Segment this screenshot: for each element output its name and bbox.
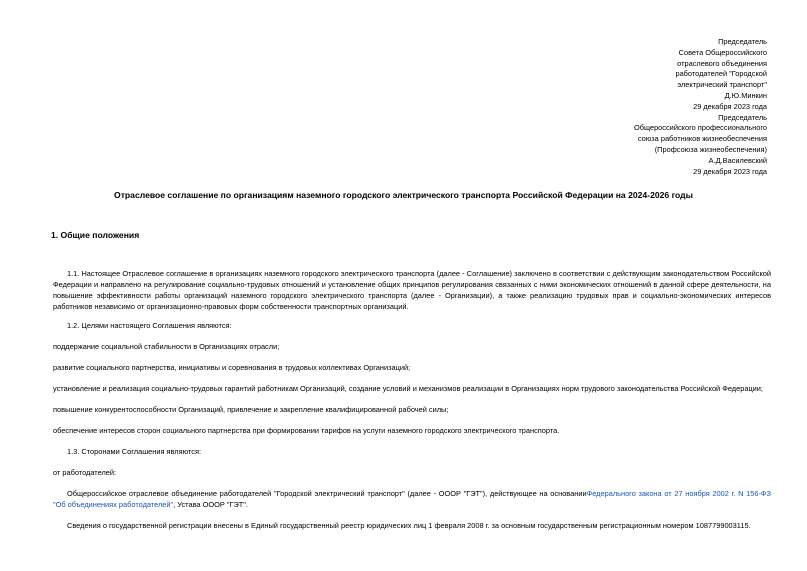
paragraph-text: Общероссийское отраслевое объединение работодателей "Городской электрический транспорт" (далее - ОООР "ГЭТ"), действующее на основании: [67, 489, 587, 498]
goal-item: обеспечение интересов сторон социального партнерства при формировании тарифов на услуги наземного городского электрического транспорта.: [53, 426, 560, 435]
federal-law-link[interactable]: Федерального закона от 27 ноября 2002 г. N 156-ФЗ "Об объединениях работодателей": [53, 489, 771, 509]
registration-paragraph: Сведения о государственной регистрации внесены в Единый государственный реестр юридических лиц 1 февраля 2008 г. за основным государственным регистрационным номером 1087799003115.: [67, 521, 751, 530]
paragraph-1-2: 1.2. Целями настоящего Соглашения являются:: [67, 321, 232, 330]
goal-item: поддержание социальной стабильности в Организациях отрасли;: [53, 342, 280, 351]
signature-date: 29 декабря 2023 года: [693, 166, 767, 176]
goal-item: установление и реализация социально-трудовых гарантий работникам Организаций, создание условий и механизмов реализации в Организациях норм трудового законодательства Российской Федерации;: [53, 384, 763, 393]
signature-line: Совета Общероссийского: [678, 47, 767, 57]
signature-name: Д.Ю.Минкин: [724, 90, 767, 100]
section-title: 1. Общие положения: [51, 230, 140, 240]
paragraph-employers: [53, 488, 771, 510]
document-title: Отраслевое соглашение по организациям наземного городского электрического транспорта Российской Федерации на 2024-2026 годы: [114, 190, 693, 200]
paragraph-1-3: 1.3. Сторонами Соглашения являются:: [67, 447, 202, 456]
paragraph-1-1: 1.1. Настоящее Отраслевое соглашение в организациях наземного городского электрического транспорта (далее - Соглашение) заключено в соответствии с действующим законодательством Российской Федерации и направлено на регулирование социально-трудовых отношений и установление общих принципов регулирования связанных с ними экономических отношений в данной сфере деятельности, на повышение эффективности работы организаций наземного городского электрического транспорта (далее - Организации), а также реализацию трудовых прав и социально-экономических интересов работников независимо от организационно-правовых форм собственности транспортных организаций.: [53, 269, 771, 311]
approval-signatures: [567, 37, 767, 177]
signature-date: 29 декабря 2023 года: [693, 101, 767, 111]
signature-line: союза работников жизнеобеспечения: [637, 134, 767, 144]
signature-line: Общероссийского профессионального: [633, 123, 767, 133]
signature-line: (Профсоюза жизнеобеспечения): [654, 144, 767, 154]
goal-item: повышение конкурентоспособности Организаций, привлечение и закрепление квалифицированной рабочей силы;: [53, 405, 449, 414]
signature-line: отраслевого объединения: [677, 58, 767, 68]
signature-line: электрический транспорт": [677, 80, 767, 90]
goal-item: развитие социального партнерства, инициативы и соревнования в трудовых коллективах Организаций;: [53, 363, 411, 372]
signature-line: Председатель: [718, 37, 767, 46]
signature-line: работодателей "Городской: [675, 69, 767, 79]
signature-name: А.Д.Василевский: [708, 155, 767, 165]
party-label: от работодателей:: [53, 468, 117, 477]
paragraph-text: , Устава ОООР "ГЭТ".: [173, 500, 248, 509]
signature-line: Председатель: [718, 112, 767, 122]
